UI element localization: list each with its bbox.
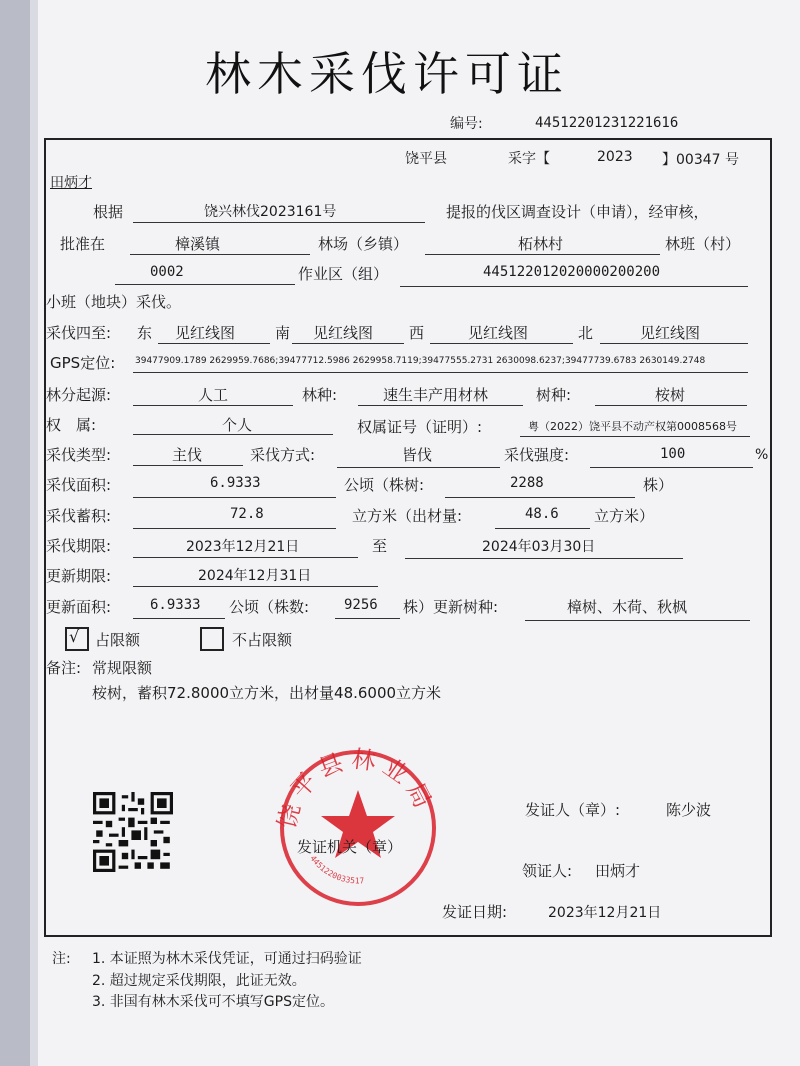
cert-label: 权属证号（证明）: <box>357 418 483 436</box>
bound-north-value: 见红线图 <box>640 324 701 342</box>
underline <box>130 254 310 255</box>
seal-top-text: 饶平县林业局 <box>272 744 440 832</box>
note-3: 3. 非国有林木采伐可不填写GPS定位。 <box>92 994 334 1010</box>
serial-number: 44512201231221616 <box>535 115 679 131</box>
underline <box>133 618 225 619</box>
basis-doc: 饶兴林伐2023161号 <box>204 204 337 220</box>
cert-no: 】00347 号 <box>662 152 739 168</box>
underline <box>133 372 748 373</box>
renew-period-label: 更新期限: <box>46 567 112 585</box>
underline <box>425 254 660 255</box>
period-label: 采伐期限: <box>46 537 112 555</box>
underline <box>292 343 404 344</box>
issuer-name: 陈少波 <box>666 801 712 819</box>
origin-label: 林分起源: <box>46 386 112 404</box>
county: 饶平县 <box>405 151 447 167</box>
cert-value: 粤（2022）饶平县不动产权第0008568号 <box>528 420 737 433</box>
basis-label: 根据 <box>93 203 124 221</box>
approve-town: 樟溪镇 <box>175 235 221 253</box>
underline <box>595 405 747 406</box>
underline <box>590 467 753 468</box>
receiver-name: 田炳才 <box>595 862 641 880</box>
underline <box>445 497 635 498</box>
underline <box>335 618 400 619</box>
underline <box>133 222 425 223</box>
bound-south-value: 见红线图 <box>313 324 374 342</box>
period-to: 2024年03月30日 <box>482 539 596 555</box>
note-1: 1. 本证照为林木采伐凭证，可通过扫码验证 <box>92 951 362 967</box>
volume-value: 72.8 <box>230 506 264 522</box>
origin-value: 人工 <box>198 386 229 404</box>
renew-area-unit: 公顷（株数: <box>229 598 310 616</box>
renew-species: 樟树、木荷、秋枫 <box>567 598 688 616</box>
not-occupy-quota-label: 不占限额 <box>232 631 293 649</box>
official-seal <box>268 738 448 908</box>
intensity-pct: % <box>755 447 769 463</box>
basis-tail: 提报的伐区调查设计（申请），经审核， <box>446 203 709 221</box>
underline <box>133 557 358 558</box>
underline <box>430 343 573 344</box>
renew-area-label: 更新面积: <box>46 598 112 616</box>
volume-label: 采伐蓄积: <box>46 507 112 525</box>
underline <box>400 286 748 287</box>
authority-label: 发证机关（章） <box>297 838 403 856</box>
bounds-label: 采伐四至: <box>46 324 112 342</box>
underline <box>133 465 243 466</box>
qr-code-icon <box>93 792 173 872</box>
note-2: 2. 超过规定采伐期限，此证无效。 <box>92 973 306 989</box>
area-label: 采伐面积: <box>46 476 112 494</box>
forest-type-label: 林种: <box>302 386 338 404</box>
intensity-label: 采伐强度: <box>504 446 570 464</box>
volume-unit: 立方米（出材量: <box>352 507 463 525</box>
bound-south: 南 <box>275 324 291 342</box>
underline <box>133 434 333 435</box>
gps-value: 39477909.1789 2629959.7686;39477712.5986 2629958.7119;39477555.2731 2630098.6237;39477739.6783 2630149.2748 <box>135 356 706 366</box>
renew-area-value: 6.9333 <box>150 597 201 613</box>
underline <box>337 467 500 468</box>
applicant-name: 田炳才 <box>50 175 92 191</box>
underline <box>495 528 590 529</box>
zone-label: 作业区（组） <box>298 265 389 283</box>
area-unit2: 株） <box>643 476 674 494</box>
zone-no: 0002 <box>150 264 184 280</box>
zone-code: 445122012020000200200 <box>483 264 661 280</box>
year: 2023 <box>597 149 633 165</box>
species-value: 桉树 <box>655 386 686 404</box>
remark-label: 备注: <box>46 659 82 677</box>
seal-code-text: 4451220033517 <box>308 853 365 886</box>
area-value: 6.9333 <box>210 475 261 491</box>
underline <box>158 343 270 344</box>
species-label: 树种: <box>536 386 572 404</box>
subplot-text: 小班（地块）采伐。 <box>46 293 182 311</box>
bound-west-value: 见红线图 <box>468 324 529 342</box>
area-unit: 公顷（株树: <box>344 476 425 494</box>
bound-east: 东 <box>137 324 153 342</box>
village-label: 林班（村） <box>665 235 741 253</box>
doc-title: 林木采伐许可证 <box>205 47 569 101</box>
bound-west: 西 <box>409 324 425 342</box>
ownership-value: 个人 <box>222 416 253 434</box>
approve-village: 柘林村 <box>518 235 564 253</box>
ownership-label: 权 属: <box>46 416 97 434</box>
remark-line2: 桉树，蓄积72.8000立方米，出材量48.6000立方米 <box>92 684 442 702</box>
renew-area-unit2: 株）更新树种: <box>403 598 499 616</box>
notes-label: 注: <box>52 951 71 967</box>
receiver-label: 领证人: <box>522 862 573 880</box>
underline <box>133 528 336 529</box>
binding-shadow <box>30 0 38 1066</box>
underline <box>133 586 378 587</box>
renew-period-value: 2024年12月31日 <box>198 568 312 584</box>
bound-east-value: 见红线图 <box>175 324 236 342</box>
method-value: 主伐 <box>172 446 203 464</box>
svg-text:4451220033517 <box>308 854 364 886</box>
tree-count: 2288 <box>510 475 544 491</box>
underline <box>133 405 293 406</box>
farm-label: 林场（乡镇） <box>318 235 409 253</box>
renew-count: 9256 <box>344 597 378 613</box>
underline <box>115 284 295 285</box>
underline <box>525 620 750 621</box>
serial-label: 编号: <box>450 116 483 132</box>
period-from: 2023年12月21日 <box>186 539 300 555</box>
binding-edge <box>0 0 30 1066</box>
check-mark-icon: √ <box>69 627 80 646</box>
underline <box>358 405 523 406</box>
gps-label: GPS定位: <box>50 354 116 372</box>
zi-label: 采字【 <box>508 151 550 167</box>
period-to-label: 至 <box>372 537 388 555</box>
underline <box>520 436 750 437</box>
forest-type-value: 速生丰产用材林 <box>383 386 489 404</box>
issue-date-value: 2023年12月21日 <box>548 905 662 921</box>
issue-date-label: 发证日期: <box>442 903 508 921</box>
bound-north: 北 <box>578 324 594 342</box>
occupy-quota-label: 占限额 <box>95 631 141 649</box>
underline <box>133 497 336 498</box>
output-value: 48.6 <box>525 506 559 522</box>
approve-label: 批准在 <box>60 235 106 253</box>
way-value: 皆伐 <box>402 446 433 464</box>
underline <box>600 343 748 344</box>
not-occupy-quota-checkbox[interactable] <box>200 627 224 651</box>
method-label: 采伐类型: <box>46 446 112 464</box>
way-label: 采伐方式: <box>250 446 316 464</box>
underline <box>405 558 683 559</box>
volume-unit2: 立方米） <box>594 507 655 525</box>
issuer-label: 发证人（章）: <box>525 801 621 819</box>
intensity-value: 100 <box>660 446 686 462</box>
remark-line1: 常规限额 <box>92 659 153 677</box>
